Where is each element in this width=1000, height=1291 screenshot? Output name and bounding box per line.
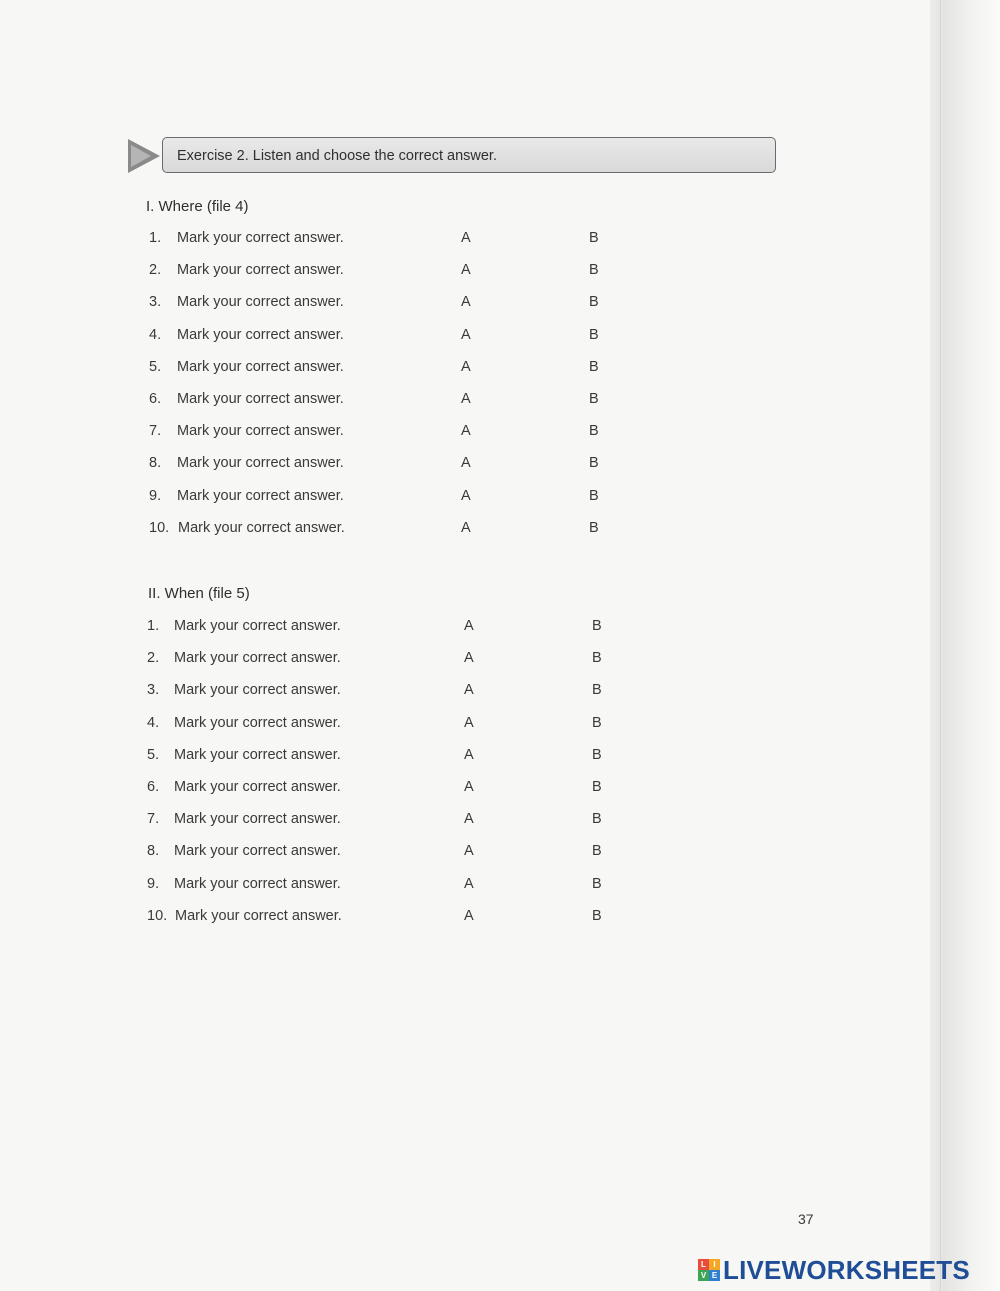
question-prompt: Mark your correct answer. [177,327,344,343]
question-prompt: Mark your correct answer. [174,811,341,827]
question-number: 7. [149,423,162,439]
option-b[interactable]: B [592,908,602,924]
option-a[interactable]: A [461,520,471,536]
question-number: 4. [149,327,162,343]
option-a[interactable]: A [464,715,474,731]
question-number: 6. [147,779,160,795]
question-row [147,811,617,833]
question-row [147,876,617,898]
liveworksheets-mark-icon [698,1259,720,1281]
question-row [147,908,617,930]
option-a[interactable]: A [461,391,471,407]
brand-mark-letter: I [709,1259,720,1270]
play-arrow-highlight [131,145,151,167]
option-b[interactable]: B [589,488,599,504]
question-row [149,520,619,542]
question-row [147,618,617,640]
option-a[interactable]: A [464,876,474,892]
brand-mark-letter: V [698,1270,709,1281]
option-a[interactable]: A [461,294,471,310]
question-row [147,650,617,672]
question-number: 7. [147,811,160,827]
question-prompt: Mark your correct answer. [178,520,345,536]
question-row [149,391,619,413]
option-a[interactable]: A [461,455,471,471]
question-number: 1. [147,618,160,634]
option-b[interactable]: B [589,359,599,375]
question-number: 8. [149,455,162,471]
question-prompt: Mark your correct answer. [177,488,344,504]
question-row [147,747,617,769]
question-prompt: Mark your correct answer. [174,779,341,795]
question-prompt: Mark your correct answer. [174,650,341,666]
question-prompt: Mark your correct answer. [174,715,341,731]
option-b[interactable]: B [589,520,599,536]
question-row [147,843,617,865]
question-prompt: Mark your correct answer. [174,618,341,634]
question-number: 4. [147,715,160,731]
question-row [147,779,617,801]
option-b[interactable]: B [592,779,602,795]
question-prompt: Mark your correct answer. [177,294,344,310]
option-b[interactable]: B [589,455,599,471]
question-row [149,488,619,510]
question-number: 10. [147,908,168,924]
option-b[interactable]: B [592,618,602,634]
question-number: 5. [149,359,162,375]
option-a[interactable]: A [464,811,474,827]
question-prompt: Mark your correct answer. [177,391,344,407]
question-prompt: Mark your correct answer. [174,747,341,763]
question-prompt: Mark your correct answer. [177,455,344,471]
option-b[interactable]: B [589,327,599,343]
question-prompt: Mark your correct answer. [174,682,341,698]
question-row [147,715,617,737]
option-a[interactable]: A [464,779,474,795]
option-b[interactable]: B [589,423,599,439]
question-prompt: Mark your correct answer. [174,843,341,859]
question-number: 8. [147,843,160,859]
option-a[interactable]: A [461,262,471,278]
option-a[interactable]: A [464,908,474,924]
exercise-header-banner [162,137,776,173]
brand-mark-letter: E [709,1270,720,1281]
brand-name: LIVEWORKSHEETS [723,1255,970,1285]
question-prompt: Mark your correct answer. [177,262,344,278]
question-prompt: Mark your correct answer. [177,423,344,439]
option-a[interactable]: A [461,359,471,375]
page-number: 37 [798,1211,814,1227]
question-row [149,294,619,316]
question-prompt: Mark your correct answer. [177,230,344,246]
option-a[interactable]: A [464,682,474,698]
question-prompt: Mark your correct answer. [174,876,341,892]
brand-mark-letter: L [698,1259,709,1270]
option-a[interactable]: A [464,650,474,666]
option-b[interactable]: B [592,682,602,698]
page-edge-line [940,0,941,1291]
option-b[interactable]: B [589,391,599,407]
question-row [149,359,619,381]
question-number: 6. [149,391,162,407]
question-row [149,230,619,252]
option-b[interactable]: B [592,811,602,827]
section-title-when: II. When (file 5) [148,585,250,602]
option-a[interactable]: A [464,618,474,634]
question-number: 10. [149,520,170,536]
question-number: 2. [147,650,160,666]
section-title-where: I. Where (file 4) [146,198,249,215]
question-prompt: Mark your correct answer. [175,908,342,924]
question-row [149,327,619,349]
question-number: 1. [149,230,162,246]
question-number: 5. [147,747,160,763]
question-number: 9. [149,488,162,504]
question-number: 3. [149,294,162,310]
option-b[interactable]: B [589,294,599,310]
option-b[interactable]: B [589,262,599,278]
exercise-title: Exercise 2. Listen and choose the correct answer. [177,148,497,164]
option-a[interactable]: A [461,488,471,504]
option-a[interactable]: A [461,230,471,246]
option-a[interactable]: A [461,423,471,439]
question-number: 9. [147,876,160,892]
option-a[interactable]: A [464,843,474,859]
question-row [147,682,617,704]
option-a[interactable]: A [464,747,474,763]
question-prompt: Mark your correct answer. [177,359,344,375]
question-row [149,423,619,445]
question-row [149,455,619,477]
option-b[interactable]: B [592,715,602,731]
option-b[interactable]: B [589,230,599,246]
question-row [149,262,619,284]
option-b[interactable]: B [592,843,602,859]
option-b[interactable]: B [592,650,602,666]
question-number: 3. [147,682,160,698]
option-b[interactable]: B [592,876,602,892]
option-a[interactable]: A [461,327,471,343]
question-number: 2. [149,262,162,278]
option-b[interactable]: B [592,747,602,763]
liveworksheets-logo [698,1256,970,1284]
